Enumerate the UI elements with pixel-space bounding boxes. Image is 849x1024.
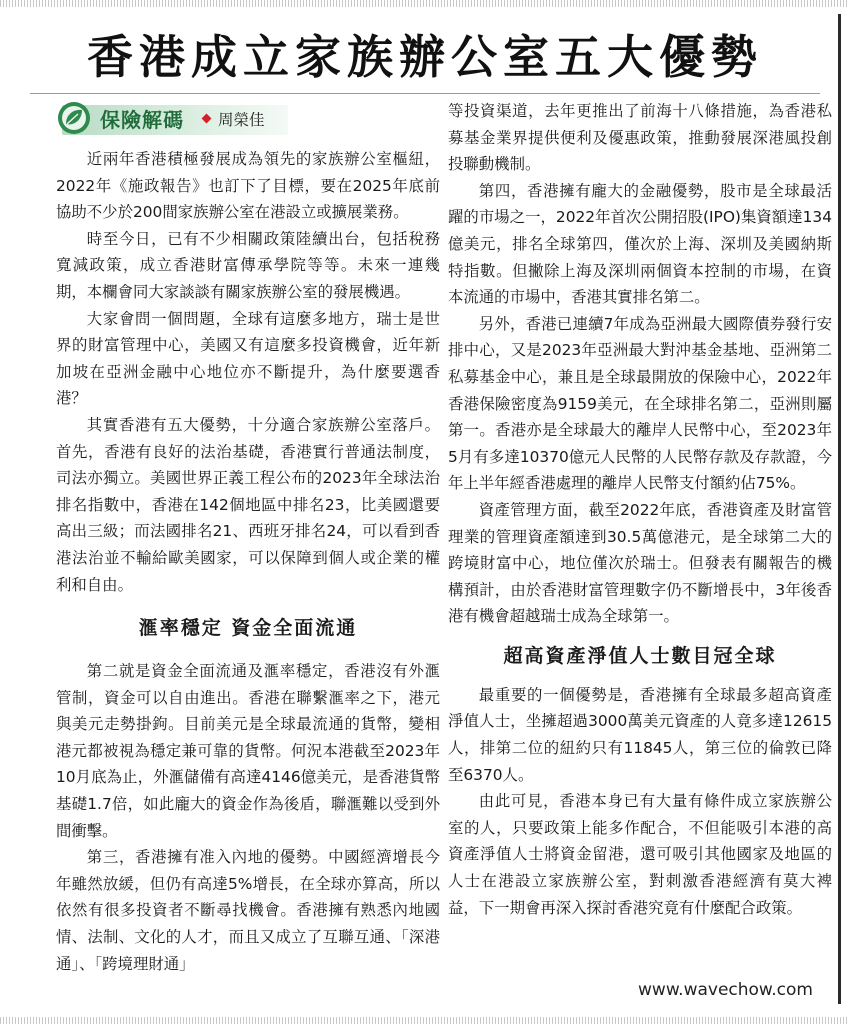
paragraph: 大家會問一個問題，全球有這麼多地方，瑞士是世界的財富管理中心，美國又有這麼多投資機會，近年新加坡在亞洲金融中心地位亦不斷提升，為什麼要選香港？ xyxy=(56,309,440,408)
right-column xyxy=(448,98,832,1010)
paragraph: 第四，香港擁有龐大的金融優勢，股市是全球最活躍的市場之一，2022年首次公開招股(IPO)集資額達134億美元，排名全球第四，僅次於上海、深圳及美國納斯特指數。但撇除上海及深圳兩個資本控制的市場，在資本流通的市場中，香港其實排名第二。 xyxy=(448,181,832,307)
website-link[interactable]: www.wavechow.com xyxy=(638,980,813,1000)
subheading-exchange-rate: 滙率穩定 資金全面流通 xyxy=(138,617,358,640)
author-name: 周榮佳 xyxy=(218,111,265,129)
headline-rule xyxy=(30,93,820,94)
column-name: 保險解碼 xyxy=(100,108,184,132)
top-border-pattern xyxy=(0,0,849,7)
paragraph: 另外，香港已連續7年成為亞洲最大國際債券發行安排中心，又是2023年亞洲最大對沖基金基地、亞洲第二私募基金中心，兼且是全球最開放的保險中心，2022年香港保險密度為9159美元，在全球排名第二，亞洲則屬第一。香港亦是全球最大的離岸人民幣中心，至2023年5月有多達10370億元人民幣的人民幣存款及存款證，今年上半年經香港處理的離岸人民幣支付額約佔75%。 xyxy=(448,314,832,493)
right-vertical-rule xyxy=(838,14,841,1004)
left-column xyxy=(56,98,440,1010)
subheading-hnwi: 超高資產淨值人士數目冠全球 xyxy=(503,644,777,667)
paragraph: 資產管理方面，截至2022年底，香港資產及財富管理業的管理資產額達到30.5萬億港元，是全球第二大的跨境財富中心，地位僅次於瑞士。但發表有關報告的機構預計，由於香港財富管理數字仍不斷增長中，3年後香港有機會超越瑞士成為全球第一。 xyxy=(448,500,832,626)
paragraph: 由此可見，香港本身已有大量有條件成立家族辦公室的人，只要政策上能多作配合，不但能吸引本港的高資產淨值人士將資金留港，還可吸引其他國家及地區的人士在港設立家族辦公室，對刺激香港經濟有莫大裨益，下一期會再深入探討香港究竟有什麼配合政策。 xyxy=(448,792,832,917)
paragraph: 近兩年香港積極發展成為領先的家族辦公室樞紐，2022年《施政報告》也訂下了目標，要在2025年底前協助不少於200間家族辦公室在港設立或擴展業務。 xyxy=(56,150,440,222)
paragraph: 第三，香港擁有准入內地的優勢。中國經濟增長今年雖然放緩，但仍有高達5%增長，在全球亦算高，所以依然有很多投資者不斷尋找機會。香港擁有熟悉內地國情、法制、文化的人才，而且又成立了互聯互通、「深港通」、「跨境理財通」 xyxy=(56,848,440,973)
right-body-1 xyxy=(448,98,832,630)
paragraph: 其實香港有五大優勢，十分適合家族辦公室落戶。首先，香港有良好的法治基礎，香港實行普通法制度，司法亦獨立。美國世界正義工程公布的2023年全球法治排名指數中，香港在142個地區中排名23，比美國還要高出三級；而法國排名21、西班牙排名24，可以看到香港法治並不輸給歐美國家，可以保障到個人或企業的權利和自由。 xyxy=(56,415,440,594)
leaf-icon xyxy=(56,100,92,136)
paragraph: 等投資渠道，去年更推出了前海十八條措施，為香港私募基金業界提供便利及優惠政策，推動發展深港風投創投聯動機制。 xyxy=(448,102,832,174)
headline: 香港成立家族辦公室五大優勢 xyxy=(87,30,763,84)
bottom-border-pattern xyxy=(0,1017,849,1024)
column-banner xyxy=(56,98,440,142)
left-body-1 xyxy=(56,146,440,598)
left-body-2 xyxy=(56,658,440,977)
paragraph: 時至今日，已有不少相關政策陸續出台，包括稅務寬減政策，成立香港財富傳承學院等等。未來一連幾期，本欄會同大家談談有關家族辦公室的發展機遇。 xyxy=(56,229,440,301)
paragraph: 最重要的一個優勢是，香港擁有全球最多超高資產淨值人士，坐擁超過3000萬美元資產的人竟多達12615人，排第二位的紐約只有11845人，第三位的倫敦已降至6370人。 xyxy=(448,685,832,784)
right-body-2 xyxy=(448,682,832,921)
paragraph: 第二就是資金全面流通及滙率穩定，香港沒有外滙管制，資金可以自由進出。香港在聯繫滙率之下，港元與美元走勢掛鉤。目前美元是全球最流通的貨幣，變相港元都被視為穩定兼可靠的貨幣。何況本港截至2023年10月底為止，外滙儲備有高達4146億美元，是香港貨幣基礎1.7倍，如此龐大的資金作為後盾，聯滙難以受到外間衝擊。 xyxy=(56,662,440,840)
